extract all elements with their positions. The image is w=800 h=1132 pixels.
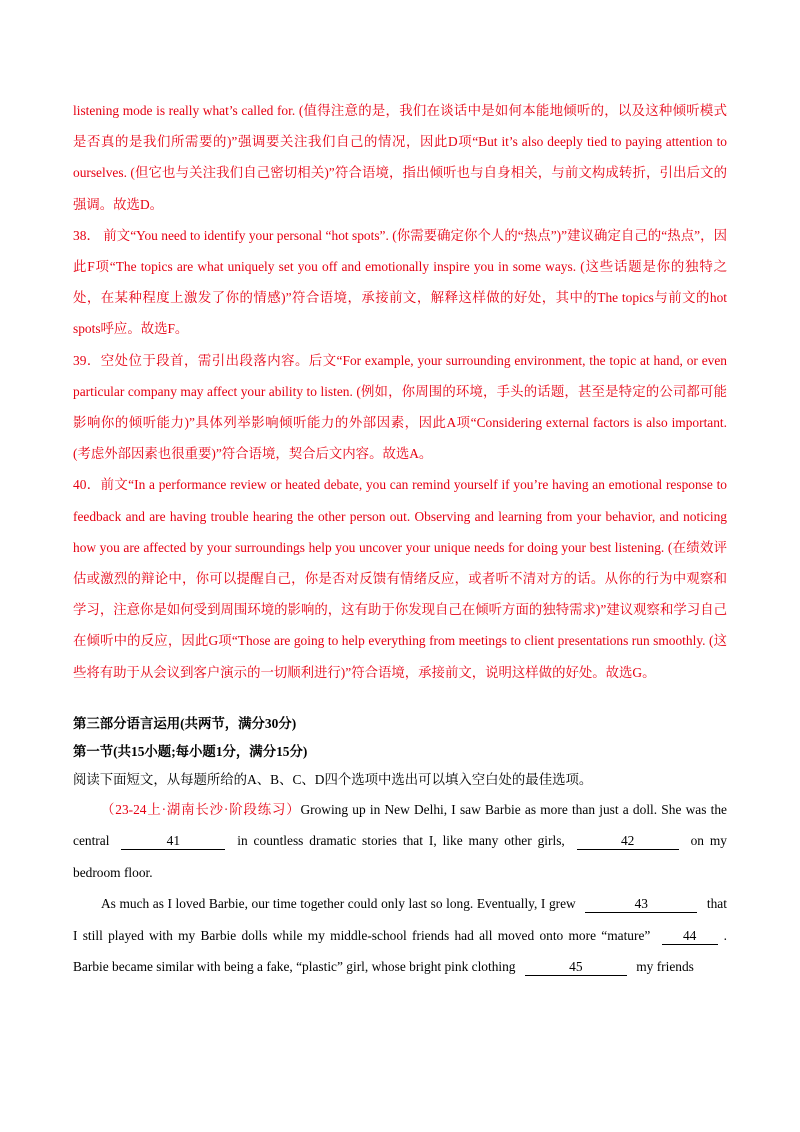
passage-paragraph-1 (73, 794, 727, 889)
passage-source: （23-24上·湖南长沙·阶段练习） (101, 801, 301, 817)
passage-text: on my bedroom floor. (73, 833, 727, 880)
passage-text: As much as I loved Barbie, our time together could only last so long. Eventually, I grew (101, 896, 576, 912)
subsection-title: 第一节(共15小题;每小题1分，满分15分) (73, 743, 308, 759)
blank-41[interactable]: 41 (121, 832, 225, 850)
instruction-text: 阅读下面短文，从每题所给的A、B、C、D四个选项中选出可以填入空白处的最佳选项。 (73, 771, 593, 787)
blank-43[interactable]: 43 (585, 895, 697, 913)
blank-42[interactable]: 42 (577, 832, 679, 850)
blank-44[interactable]: 44 (662, 927, 718, 945)
answer-37-continued: listening mode is really what’s called for. (值得注意的是，我们在谈话中是如何本能地倾听的，以及这种倾听模式是否真的是我们所需要的)”强调要关注我们自己的情况，因此D项“But it’s also deeply tied to paying attention to ourselves. (但它也与关注我们自己密切相关)”符合语境，指出倾听也与自身相关，与前文构成转折，引出后文的强调。故选D。 (73, 103, 727, 212)
passage-text: in countless dramatic stories that I, like many other girls, (237, 833, 565, 849)
section-title: 第三部分语言运用(共两节，满分30分) (73, 715, 297, 731)
passage-paragraph-2 (73, 888, 727, 983)
answer-40: 40．前文“In a performance review or heated debate, you can remind yourself if you’re having an emotional response to feedback and are having trouble hearing the other person out. Observing and learning from your behavior, and noticing how you are affected by your surroundings help you uncover your unique needs for doing your best listening. (在绩效评估或激烈的辩论中，你可以提醒自己，你是否对反馈有情绪反应，或者听不清对方的话。从你的行为中观察和学习，注意你是如何受到周围环境的影响的，这有助于你发现自己在倾听方面的独特需求)”建议观察和学习自己在倾听中的反应，因此G项“Those are going to help everything from meetings to client presentations run smoothly. (这些将有助于从会议到客户演示的一切顺利进行)”符合语境，承接前文，说明这样做的好处。故选G。 (73, 477, 727, 680)
answer-39: 39．空处位于段首，需引出段落内容。后文“For example, your surrounding environment, the topic at hand, or even particular company may affect your ability to listen. (例如，你周围的环境，手头的话题，甚至是特定的公司都可能影响你的倾听能力)”具体列举影响倾听能力的外部因素，因此A项“Considering external factors is also important. (考虑外部因素也很重要)”符合语境，契合后文内容。故选A。 (73, 352, 727, 462)
passage-text: that I still played with my Barbie dolls while my middle-school friends had all moved onto more “mature” (73, 896, 727, 943)
passage-text: . Barbie became similar with being a fake, “plastic” girl, whose bright pink clothing (73, 927, 727, 975)
answer-38: 38． 前文“You need to identify your personal “hot spots”. (你需要确定你个人的“热点”)”建议确定自己的“热点”，因此F项“The topics are what uniquely set you off and emotionally inspire you in some ways. (这些话题是你的独特之处，在某种程度上激发了你的情感)”符合语境，承接前文，解释这样做的好处，其中的The topics与前文的hot spots呼应。故选F。 (73, 227, 727, 337)
section-spacer (73, 688, 727, 710)
passage-text: my friends (636, 959, 694, 975)
blank-45[interactable]: 45 (525, 958, 627, 976)
passage-text: Growing up in New Delhi, I saw Barbie as more than just a doll. She was the central (73, 801, 727, 849)
